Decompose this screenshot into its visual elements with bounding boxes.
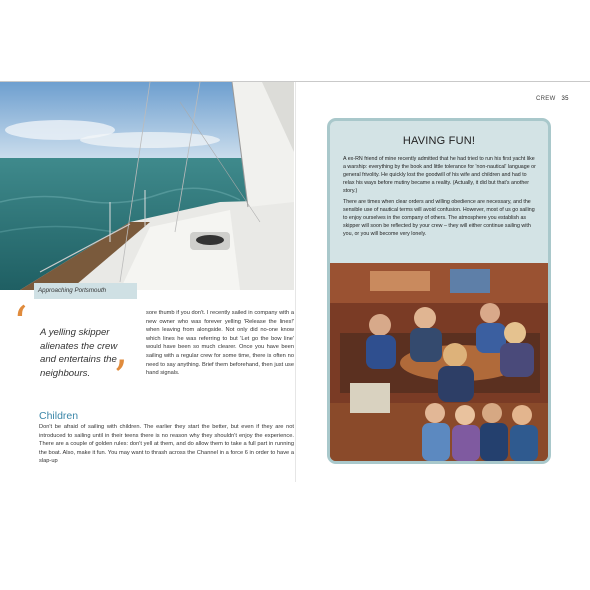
body-text-right-column: sore thumb if you don't. I recently sailed in company with a new owner who was forever yelling 'Release the lines!' when leaving from alongside. Not only did no-one know which lines he was referring to but 'Let go the bow line' would have been so much clearer. Once you have been sailing with a regular crew for some time, there is often no need to say anything. Brief them beforehand, then just use hand signals. xyxy=(146,310,294,377)
cabin-crew-photo xyxy=(330,263,548,461)
sidebar-paragraph: A ex-RN friend of mine recently admitted that he had tried to run his first yacht like a warship: everything by the book and little tolerance for 'non-nautical' language or general frivolity. He quickly lost the goodwill of his wife and children and had to relax his ways before mutiny became a reality. (Actually, it did but that's another story.) xyxy=(343,156,536,194)
sidebar-box xyxy=(327,118,551,464)
pull-quote: A yelling skipper alienates the crew and entertains the neighbours. xyxy=(40,327,118,379)
photo-caption: Approaching Portsmouth xyxy=(34,283,137,299)
sidebar-text xyxy=(343,155,536,241)
open-quote-mark: ‘ xyxy=(13,296,28,350)
sailing-photo xyxy=(0,82,294,290)
section-name: CREW xyxy=(536,96,556,102)
sidebar-title: HAVING FUN! xyxy=(402,135,476,147)
page-number: 35 xyxy=(561,96,569,102)
page-gutter xyxy=(295,82,296,482)
running-header xyxy=(536,96,569,102)
sidebar-paragraph: There are times when clear orders and willing obedience are necessary, and the sensible use of nautical terms will avoid confusion. However, most of us go sailing to enjoy ourselves in the company of others. The atmosphere you establish as skipper will soon be reflected by your crew – they will either continue sailing with you, or you will become very lonely. xyxy=(343,199,535,237)
section-heading: Children xyxy=(39,410,79,422)
close-quote-mark: ’ xyxy=(113,350,128,404)
body-text-children: Don't be afraid of sailing with children. The earlier they start the better, but even if they are not introduced to sailing until in their teens there is no reason why they shouldn't enjoy the experience. There are a couple of golden rules: don't yell at them, and do allow them to take a full part in running the boat. Also, make it fun. You may want to thrash across the Channel in a force 6 in order to have a slap-up xyxy=(39,424,294,465)
